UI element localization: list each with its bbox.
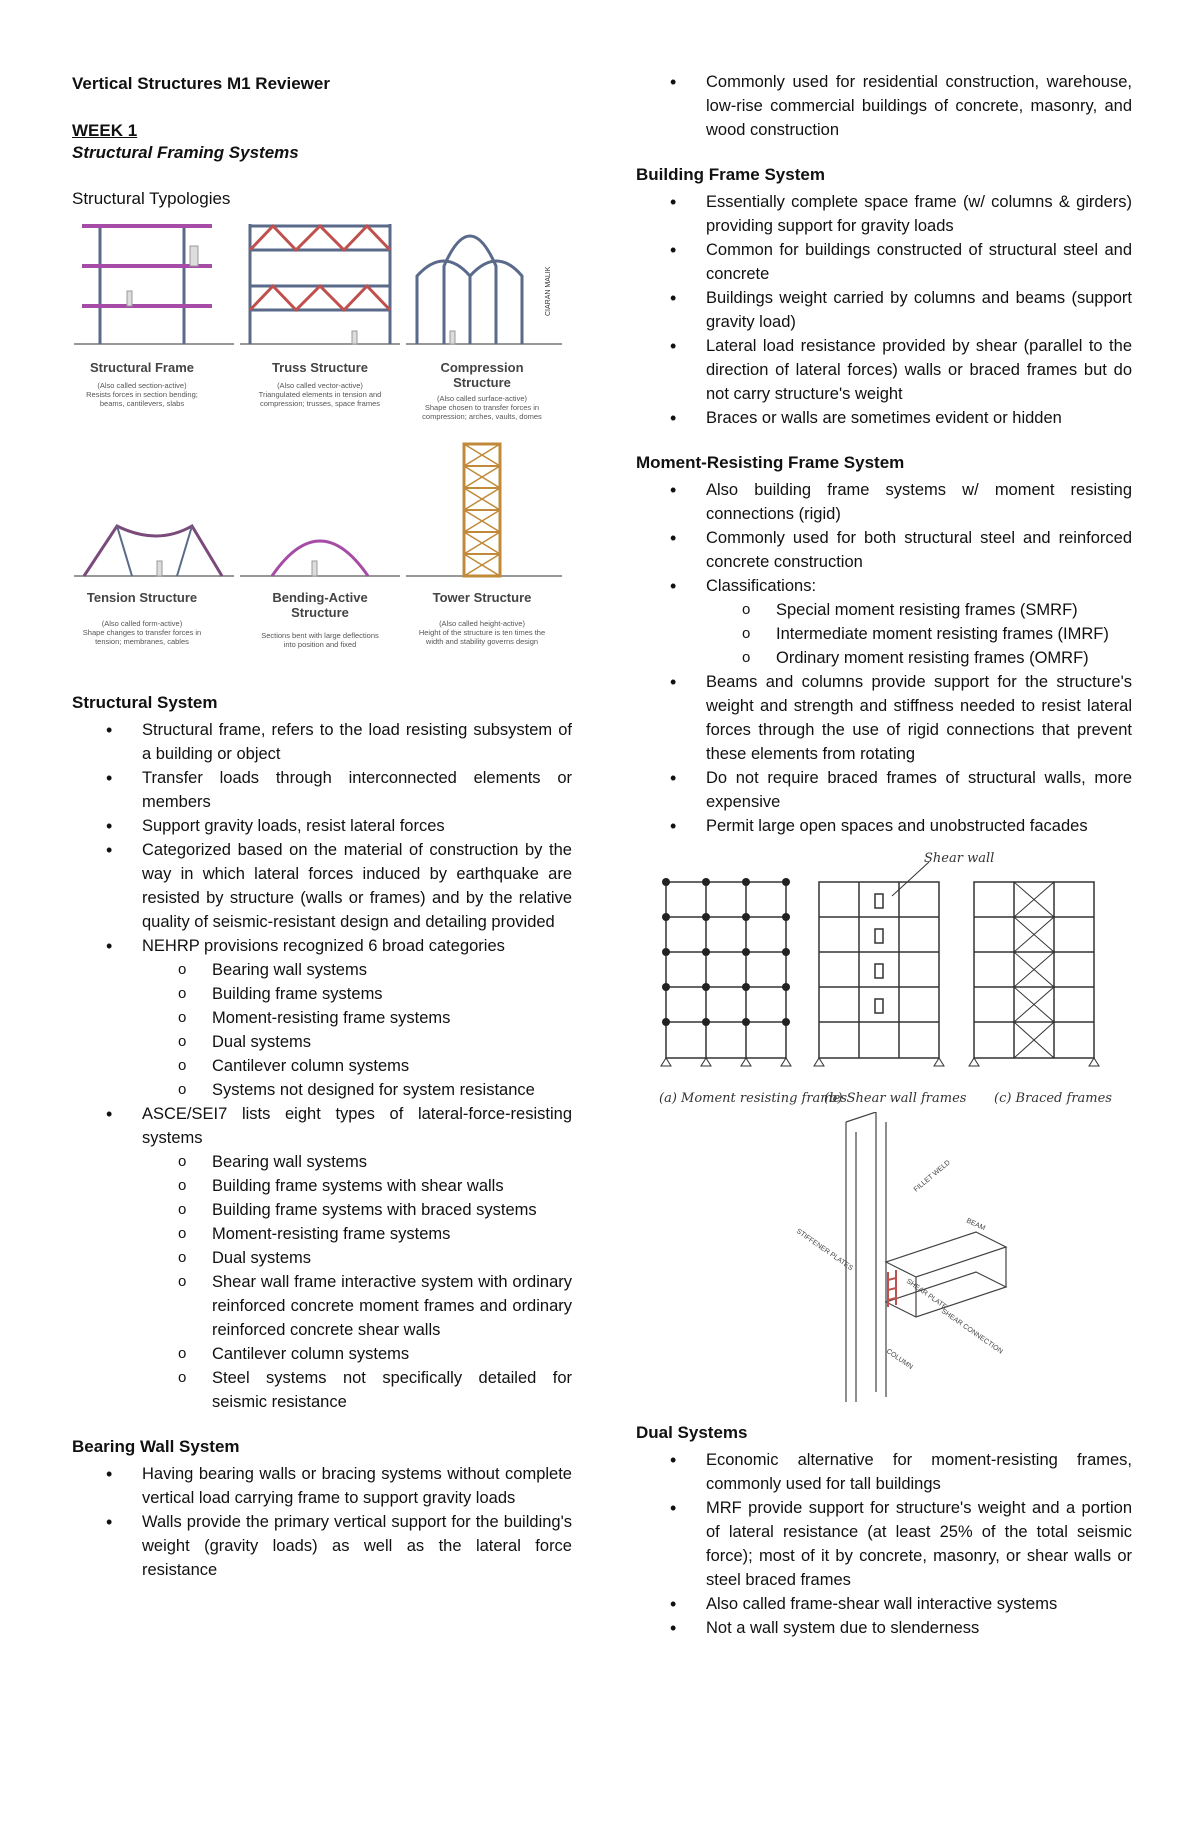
list-item: • Commonly used for residential construction, warehouse, low-rise commercial buildings of concrete, masonry, and wood construction bbox=[636, 70, 1132, 142]
sub-list-item: o Building frame systems with braced systems bbox=[212, 1198, 572, 1222]
figure-caption: (b) Shear wall frames bbox=[824, 1091, 967, 1106]
shear-wall-frame-drawing bbox=[814, 862, 944, 1066]
shear-connection-figure bbox=[766, 1112, 1026, 1412]
sub-list-item: o Bearing wall systems bbox=[212, 1150, 572, 1174]
list-item: • Buildings weight carried by columns and beams (support gravity load) bbox=[636, 286, 1132, 334]
figure-label: COLUMN bbox=[884, 1347, 914, 1372]
list-item: • Permit large open spaces and unobstructed facades bbox=[636, 814, 1132, 838]
classification-sublist bbox=[776, 598, 1132, 670]
typology-note: into position and fixed bbox=[283, 640, 357, 649]
figure-caption: (a) Moment resisting frames bbox=[659, 1091, 847, 1106]
list-item: • Structural frame, refers to the load resisting subsystem of a building or object bbox=[72, 718, 572, 766]
structural-system-section bbox=[72, 692, 572, 1414]
figure-label: BEAM bbox=[965, 1217, 987, 1233]
typology-note: (Also called section-active) bbox=[97, 381, 187, 390]
shear-wall-label: Shear wall bbox=[924, 852, 995, 866]
watermark: CIARAN MALIK bbox=[545, 266, 552, 316]
structural-system-list bbox=[72, 718, 572, 1414]
braced-frame-drawing bbox=[969, 882, 1099, 1066]
building-frame-section bbox=[636, 164, 1132, 430]
sub-list-item: o Bearing wall systems bbox=[212, 958, 572, 982]
typology-note: Shape changes to transfer forces in bbox=[82, 628, 202, 637]
tower-structure-illustration bbox=[406, 444, 562, 576]
figure-label: STIFFENER PLATES bbox=[794, 1227, 854, 1273]
section-heading: Bearing Wall System bbox=[72, 1437, 240, 1456]
section-heading: Dual Systems bbox=[636, 1423, 748, 1442]
typology-note: Sections bent with large deflections bbox=[261, 631, 379, 640]
figure-label: SHEAR PLATE bbox=[904, 1277, 948, 1312]
typology-name: Compression bbox=[440, 360, 524, 375]
nehrp-sublist bbox=[212, 958, 572, 1102]
typologies-label: Structural Typologies bbox=[72, 189, 231, 208]
figure-caption: (c) Braced frames bbox=[994, 1091, 1112, 1106]
list-item: • Categorized based on the material of construction by the way in which lateral forces induced by earthquake are resisted by structure (walls or frames) and by the relative quality of seismic-resistant design and detailing provided bbox=[72, 838, 572, 934]
list-item: • Beams and columns provide support for the structure's weight and strength and stiffness needed to resist lateral forces through the use of rigid connections that prevent these elements from rotating bbox=[636, 670, 1132, 766]
sub-list-item: o Intermediate moment resisting frames (IMRF) bbox=[776, 622, 1132, 646]
dual-systems-section bbox=[636, 1422, 1132, 1640]
typology-note: Shape chosen to transfer forces in bbox=[424, 403, 540, 412]
typology-name-line2: Structure bbox=[291, 605, 349, 620]
bearing-wall-continued bbox=[636, 70, 1132, 142]
typology-name: Tower Structure bbox=[432, 590, 532, 605]
sub-list-item: o Building frame systems bbox=[212, 982, 572, 1006]
right-column bbox=[636, 70, 1132, 1662]
typology-note: (Also called form-active) bbox=[101, 619, 183, 628]
sub-list-item: o Steel systems not specifically detailed for seismic resistance bbox=[212, 1366, 572, 1414]
figure-label: SHEAR CONNECTION bbox=[939, 1307, 1004, 1356]
list-item: • Commonly used for both structural steel and reinforced concrete construction bbox=[636, 526, 1132, 574]
bearing-wall-section bbox=[72, 1436, 572, 1582]
sub-list-item: o Building frame systems with shear walls bbox=[212, 1174, 572, 1198]
typology-note: (Also called height-active) bbox=[439, 619, 525, 628]
sub-list-item: o Cantilever column systems bbox=[212, 1342, 572, 1366]
bending-active-illustration bbox=[240, 541, 400, 576]
list-item: • Support gravity loads, resist lateral forces bbox=[72, 814, 572, 838]
sub-list-item: o Ordinary moment resisting frames (OMRF) bbox=[776, 646, 1132, 670]
typology-note: (Also called surface-active) bbox=[436, 394, 528, 403]
list-item: • Lateral load resistance provided by shear (parallel to the direction of lateral forces) walls or braced frames but do not carry structure's weight bbox=[636, 334, 1132, 406]
list-item: • Having bearing walls or bracing systems without complete vertical load carrying frame to support gravity loads bbox=[72, 1462, 572, 1510]
section-heading: Structural System bbox=[72, 693, 218, 712]
typology-note: tension; membranes, cables bbox=[95, 637, 189, 646]
typology-name: Truss Structure bbox=[271, 360, 369, 375]
week-heading: WEEK 1 bbox=[72, 121, 138, 140]
list-item-text: Classifications: bbox=[706, 577, 817, 595]
list-item-with-sublist bbox=[636, 574, 1132, 670]
compression-structure-illustration bbox=[406, 236, 562, 344]
truss-structure-illustration bbox=[240, 224, 400, 344]
list-item: • Walls provide the primary vertical support for the building's weight (gravity loads) as well as the lateral force resistance bbox=[72, 1510, 572, 1582]
bearing-wall-list bbox=[72, 1462, 572, 1582]
list-item-text: NEHRP provisions recognized 6 broad categories bbox=[142, 937, 505, 955]
typology-note: Triangulated elements in tension and bbox=[258, 390, 382, 399]
list-item: • Common for buildings constructed of structural steel and concrete bbox=[636, 238, 1132, 286]
figure-label: FILLET WELD bbox=[912, 1159, 952, 1194]
sub-list-item: o Shear wall frame interactive system with ordinary reinforced concrete moment frames and ordinary reinforced concrete shear walls bbox=[212, 1270, 572, 1342]
section-subtitle: Structural Framing Systems bbox=[72, 143, 299, 162]
section-heading: Moment-Resisting Frame System bbox=[636, 453, 905, 472]
list-item-text: ASCE/SEI7 lists eight types of lateral-force-resisting systems bbox=[142, 1105, 572, 1147]
sub-list-item: o Moment-resisting frame systems bbox=[212, 1222, 572, 1246]
list-item: • Not a wall system due to slenderness bbox=[636, 1616, 1132, 1640]
sub-list-item: o Dual systems bbox=[212, 1030, 572, 1054]
typology-name: Bending-Active bbox=[272, 590, 368, 605]
typology-note: width and stability governs design bbox=[425, 637, 539, 646]
sub-list-item: o Dual systems bbox=[212, 1246, 572, 1270]
dual-systems-list bbox=[636, 1448, 1132, 1640]
bearing-wall-list-continued bbox=[636, 70, 1132, 142]
tension-structure-illustration bbox=[74, 526, 234, 576]
moment-resisting-frame-drawing bbox=[666, 882, 786, 1058]
sub-list-item: o Special moment resisting frames (SMRF) bbox=[776, 598, 1132, 622]
list-item: • Braces or walls are sometimes evident or hidden bbox=[636, 406, 1132, 430]
document-title: Vertical Structures M1 Reviewer bbox=[72, 74, 330, 93]
typology-name: Structural Frame bbox=[89, 360, 195, 375]
list-item: • Economic alternative for moment-resisting frames, commonly used for tall buildings bbox=[636, 1448, 1132, 1496]
sub-list-item: o Cantilever column systems bbox=[212, 1054, 572, 1078]
typology-note: compression; arches, vaults, domes bbox=[422, 412, 542, 421]
moment-frame-section bbox=[636, 452, 1132, 838]
list-item: • Transfer loads through interconnected elements or members bbox=[72, 766, 572, 814]
building-frame-list bbox=[636, 190, 1132, 430]
left-column bbox=[72, 70, 572, 1604]
typology-note: Height of the structure is ten times the bbox=[418, 628, 546, 637]
sub-list-item: o Systems not designed for system resistance bbox=[212, 1078, 572, 1102]
list-item: • Essentially complete space frame (w/ columns & girders) providing support for gravity loads bbox=[636, 190, 1132, 238]
supports bbox=[661, 1058, 791, 1066]
typology-note: (Also called vector-active) bbox=[277, 381, 363, 390]
list-item: • Also building frame systems w/ moment resisting connections (rigid) bbox=[636, 478, 1132, 526]
list-item: • MRF provide support for structure's weight and a portion of lateral resistance (at least 25% of the total seismic force); most of it by concrete, masonry, or shear walls or steel braced frames bbox=[636, 1496, 1132, 1592]
list-item: • Do not require braced frames of structural walls, more expensive bbox=[636, 766, 1132, 814]
list-item-with-sublist bbox=[72, 934, 572, 1102]
section-heading: Building Frame System bbox=[636, 165, 825, 184]
column-drawing bbox=[846, 1112, 1006, 1402]
typology-note: Resists forces in section bending; bbox=[86, 390, 198, 399]
frame-types-figure bbox=[654, 852, 1124, 1112]
moment-frame-list bbox=[636, 478, 1132, 838]
typology-note: compression; trusses, space frames bbox=[259, 399, 381, 408]
list-item: • Also called frame-shear wall interactive systems bbox=[636, 1592, 1132, 1616]
sub-list-item: o Moment-resisting frame systems bbox=[212, 1006, 572, 1030]
asce-sublist bbox=[212, 1150, 572, 1414]
structural-typologies-figure bbox=[72, 216, 572, 676]
typology-note: beams, cantilevers, slabs bbox=[99, 399, 185, 408]
list-item-with-sublist bbox=[72, 1102, 572, 1414]
typology-name: Tension Structure bbox=[86, 590, 198, 605]
typology-name-line2: Structure bbox=[453, 375, 511, 390]
structural-frame-illustration bbox=[74, 224, 234, 344]
